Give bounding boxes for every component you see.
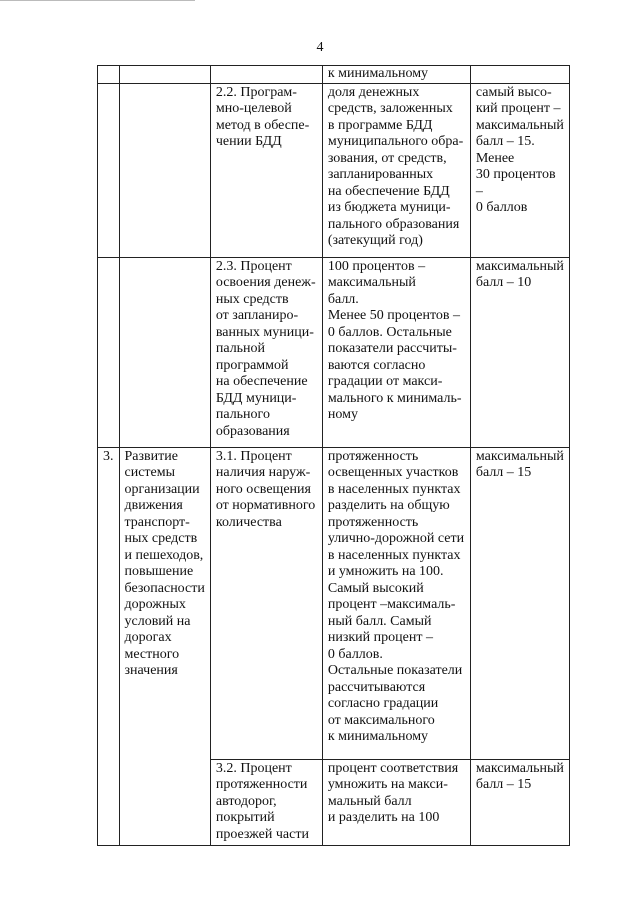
scan-edge-top — [0, 0, 195, 1]
cell-method: доля денежных средств, заложенных в программе БДД муниципального обра- зования, от средств, запланированных на обеспечение БДД из бюджета муници- пального образования (затекущий год) — [322, 83, 470, 257]
cell-criterion — [119, 257, 210, 447]
cell-score: самый высо- кий процент – максимальный балл – 15. Менее 30 процентов – 0 баллов — [470, 83, 569, 257]
cell-criterion: Развитие системы организации движения транспорт- ных средств и пешеходов, повышение безопасности дорожных условий на дорогах местного значения — [119, 447, 210, 845]
page-number: 4 — [316, 40, 324, 55]
table-row — [98, 83, 570, 257]
cell-score: максимальный балл – 15 — [470, 759, 569, 845]
cell-method: протяженность освещенных участков в населенных пунктах разделить на общую протяженность улично-дорожной сети в населенных пунктах и умножить на 100. Самый высокий процент –максималь- ный балл. Самый низкий процент – 0 баллов. Остальные показатели рассчитываются согласно градации от максимального к минимальному — [322, 447, 470, 759]
cell-method: 100 процентов – максимальный балл. Менее 50 процентов – 0 баллов. Остальные показатели рассчиты- ваются согласно градации от макси- мального к минималь- ному — [322, 257, 470, 447]
cell-number — [98, 257, 120, 447]
cell-indicator: 3.1. Процент наличия наруж- ного освещения от нормативного количества — [210, 447, 322, 759]
cell-indicator — [210, 66, 322, 84]
table-row — [98, 447, 570, 759]
cell-method: процент соответствия умножить на макси- мальный балл и разделить на 100 — [322, 759, 470, 845]
cell-method: к минимальному — [322, 66, 470, 84]
criteria-table — [97, 65, 570, 846]
cell-score: максимальный балл – 10 — [470, 257, 569, 447]
cell-criterion — [119, 83, 210, 257]
cell-score — [470, 66, 569, 84]
table-row — [98, 66, 570, 84]
cell-number — [98, 66, 120, 84]
cell-criterion — [119, 66, 210, 84]
cell-number — [98, 83, 120, 257]
cell-indicator: 2.2. Програм- мно-целевой метод в обеспе- чении БДД — [210, 83, 322, 257]
cell-number: 3. — [98, 447, 120, 845]
cell-indicator: 3.2. Процент протяженности автодорог, покрытий проезжей части — [210, 759, 322, 845]
cell-indicator: 2.3. Процент освоения денеж- ных средств от запланиро- ванных муници- пальной программой на обеспечение БДД муници- пального образования — [210, 257, 322, 447]
table-row — [98, 257, 570, 447]
cell-score: максимальный балл – 15 — [470, 447, 569, 759]
